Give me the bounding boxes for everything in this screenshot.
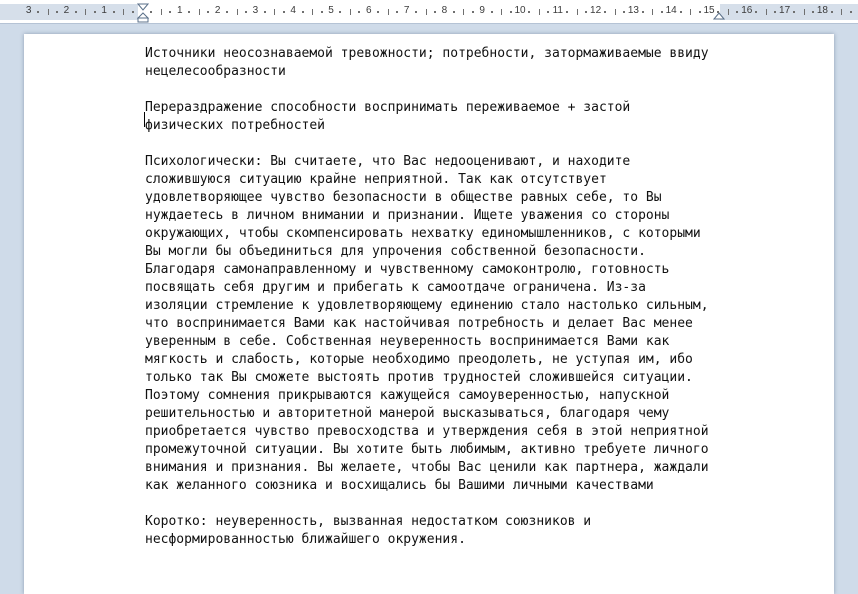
ruler-minor-dot [528,11,530,13]
ruler-minor-dot [717,11,719,13]
ruler-minor-dot [94,11,96,13]
text-line: мягкость и слабость, которые необходимо преодолеть, не уступая им, ибо [145,352,693,367]
ruler-number: 6 [366,5,372,16]
ruler-number: 1 [177,5,183,16]
ruler-number: 8 [441,5,448,16]
ruler-number: 2 [214,5,221,16]
ruler-minor-dot [169,11,171,13]
ruler-minor-dot [472,11,474,13]
document-page[interactable] [24,34,834,594]
text-line: промежуточной ситуации. Вы хотите быть любимым, активно требуете личного [145,442,709,457]
ruler-half-tick [199,9,200,15]
ruler-number: 14 [665,5,677,16]
ruler-half-tick [728,9,729,15]
ruler-minor-dot [56,11,58,13]
ruler-minor-dot [396,11,398,13]
ruler-minor-dot [604,11,606,13]
text-line: решительностью и авторитетной манерой высказываться, благодаря чему [145,406,670,421]
document-body[interactable] [145,45,735,567]
ruler-half-tick [577,9,578,15]
ruler-half-tick [501,9,502,15]
ruler-half-tick [388,9,389,15]
horizontal-ruler[interactable] [0,0,858,24]
ruler-half-tick [350,9,351,15]
ruler-half-tick [426,9,427,15]
text-line: что воспринимается Вами как настойчивая потребность и делает Вас менее [145,316,693,331]
paragraph[interactable] [145,513,735,549]
text-line: несформированностью ближайшего окружения. [145,532,466,547]
ruler-minor-dot [434,11,436,13]
text-line: приобретается чувство превосходства и утверждения себя в этой неприятной [145,424,709,439]
ruler-minor-dot [642,11,644,13]
ruler-half-tick [237,9,238,15]
ruler-number: 13 [627,5,639,16]
ruler-half-tick [274,9,275,15]
ruler-half-tick [841,9,842,15]
text-line: физических потребностей [145,118,326,133]
ruler-minor-dot [736,11,738,13]
ruler-minor-dot [755,11,757,13]
document-canvas [0,24,858,576]
text-line: Перераздражение способности воспринимать переживаемое + застой [145,100,631,115]
ruler-minor-dot [585,11,587,13]
text-line: Вы могли бы объединиться для упрочения собственной безопасности. [145,244,646,259]
text-line: нецелесообразности [145,64,286,79]
ruler-minor-dot [75,11,77,13]
ruler-half-tick [312,9,313,15]
ruler-minor-dot [510,11,512,13]
text-line: удовлетворяющее чувство безопасности в обществе равных себе, то Вы [145,190,662,205]
ruler-minor-dot [699,11,701,13]
ruler-half-tick [85,9,86,15]
text-line: изоляции стремление к удовлетворяющему единению стало настолько сильным, [145,298,709,313]
ruler-number: 9 [479,5,485,16]
ruler-minor-dot [415,11,417,13]
ruler-minor-dot [661,11,663,13]
ruler-minor-dot [150,11,152,13]
text-line: Благодаря самонаправленному и чувственному самоконтролю, готовность [145,262,670,277]
text-line: только так Вы сможете выстоять против трудностей сложившейся ситуации. [145,370,693,385]
ruler-number: 18 [816,5,828,16]
ruler-minor-dot [547,11,549,13]
text-line: Коротко: неуверенность, вызванная недостатком союзников и [145,514,592,529]
ruler-minor-dot [831,11,833,13]
ruler-number: 12 [590,5,602,16]
ruler-number: 17 [779,5,791,16]
text-line: Источники неосознаваемой тревожности; потребности, затормаживаемые ввиду [145,46,709,61]
ruler-half-tick [463,9,464,15]
text-line: внимания и признания. Вы желаете, чтобы Вас ценили как партнера, жаждали [145,460,709,475]
text-line: посвящать себя другим и прибегать к самоотдаче ограничена. Из-за [145,280,646,295]
ruler-half-tick [539,9,540,15]
ruler-number: 11 [552,5,563,16]
ruler-minor-dot [680,11,682,13]
ruler-minor-dot [283,11,285,13]
paragraph[interactable] [145,153,735,495]
ruler-number: 3 [252,5,259,16]
ruler-minor-dot [850,11,852,13]
paragraph[interactable] [145,99,735,135]
ruler-minor-dot [264,11,266,13]
ruler-minor-dot [245,11,247,13]
ruler-half-tick [615,9,616,15]
ruler-minor-dot [207,11,209,13]
text-line: Поэтому сомнения прикрываются кажущейся самоуверенностью, напускной [145,388,670,403]
paragraph[interactable] [145,45,735,81]
first-line-indent-marker-icon[interactable] [137,3,149,23]
text-line: окружающих, чтобы скомпенсировать нехватку единомышленников, с которыми [145,226,701,241]
ruler-number: 5 [328,5,334,16]
ruler-half-tick [690,9,691,15]
ruler-minor-dot [226,11,228,13]
ruler-number: 16 [741,5,753,16]
ruler-half-tick [161,9,162,15]
ruler-half-tick [123,9,124,15]
ruler-minor-dot [188,11,190,13]
text-line: уверенным в себе. Собственная неуверенность воспринимается Вами как [145,334,670,349]
ruler-minor-dot [321,11,323,13]
ruler-minor-dot [37,11,39,13]
ruler-minor-dot [302,11,304,13]
ruler-minor-dot [358,11,360,13]
ruler-minor-dot [132,11,134,13]
ruler-number: 15 [703,5,715,16]
text-line: нуждаетесь в личном внимании и признании. Ищете уважения со стороны [145,208,670,223]
ruler-number: 1 [101,5,107,16]
ruler-number: 4 [290,5,296,16]
ruler-minor-dot [491,11,493,13]
ruler-minor-dot [793,11,795,13]
ruler-minor-dot [339,11,341,13]
ruler-half-tick [804,9,805,15]
ruler-half-tick [766,9,767,15]
ruler-minor-dot [453,11,455,13]
ruler-half-tick [652,9,653,15]
ruler-minor-dot [113,11,115,13]
ruler-number: 3 [25,5,32,16]
ruler-minor-dot [566,11,568,13]
ruler-minor-dot [812,11,814,13]
text-line: Психологически: Вы считаете, что Вас недооценивают, и находите [145,154,631,169]
ruler-half-tick [48,9,49,15]
ruler-minor-dot [623,11,625,13]
ruler-minor-dot [377,11,379,13]
ruler-number: 2 [63,5,70,16]
ruler-minor-dot [774,11,776,13]
text-line: сложившуюся ситуацию крайне неприятной. Так как отсутствует [145,172,607,187]
text-line: как желанного союзника и восхищались бы Вашими личными качествами [145,478,654,493]
ruler-number: 10 [514,5,526,16]
ruler-number: 7 [403,5,410,16]
